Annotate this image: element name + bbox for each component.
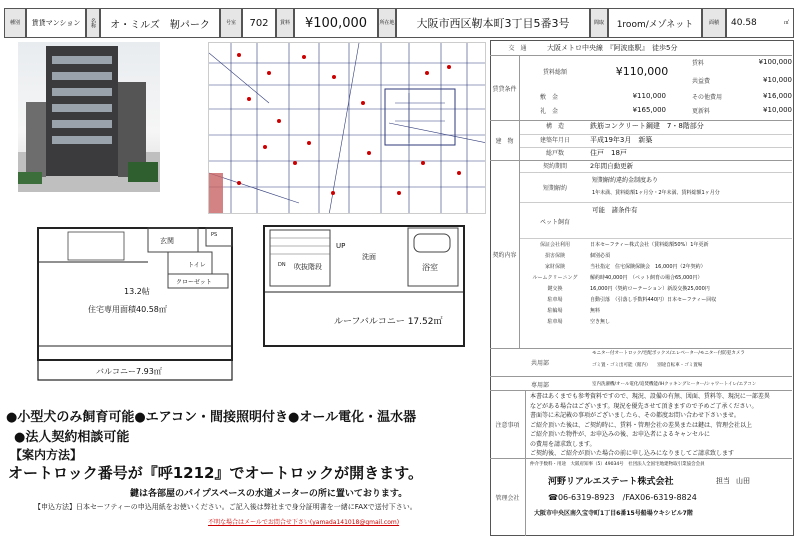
floor-plan-upper (258, 222, 472, 352)
shared-row: 共用部 モニター付オートロック/宅配ボックス/エレベーター/モニター付防犯カメラ ゴミ置・ゴミ出可能（館内） 別途自転車・ゴミ置場 (530, 351, 745, 368)
other-row: その他費用 ¥16,000 (692, 92, 792, 101)
features-line-2: ●法人契約相談可能 (14, 430, 130, 445)
area-value: 40.58 ㎡ (726, 8, 794, 38)
company-name: 河野リアルエステート株式会社 (548, 477, 674, 487)
row-transport: 交 通 大阪メトロ中央線 『阿波座駅』 徒歩5分 (490, 40, 792, 56)
living-area-label: 住宅専用面積40.58㎡ (88, 305, 167, 314)
category-value: 賃貸マンション (26, 8, 86, 38)
contract-detail-list: 保証会社利用 日本セーフティー株式会社（賃料総額50%）1年更新 損害保険 個別必須 家財保険 当社指定 住宅保険保険会 16,000円（2年契約） ルームクリーニング 解約時40,000円 （ペット飼育の場合65,000円） 鍵交換 16,000円（契約ローテーション）新設交換25,000円 駐車場 自動引落 （引落し手数料440円）日本セーフティー回収 駐輪場 無料 駐車場 空き無し (520, 238, 792, 348)
private-row: 専用部 室内洗濯機/オール電化/追焚機能/IHクッキングヒーター/シャワートイレ/エアコン (490, 376, 792, 390)
up-label: UP (336, 242, 346, 250)
balcony-label: バルコニー7.93㎡ (96, 367, 162, 376)
total-label: 賃料総額 (542, 68, 567, 76)
property-name: オ・ミルズ 靭パーク (100, 8, 220, 38)
notes-label: 注意事項 (490, 390, 526, 458)
layout-value: 1room/メゾネット (608, 8, 702, 38)
contact-person: 担当 山田 (716, 477, 750, 485)
washroom-label: 洗面 (362, 253, 376, 261)
terms-label: 賃貸条件 (490, 56, 520, 120)
tel-fax: ☎06-6319-8923 /FAX06-6319-8824 (548, 493, 697, 502)
stair-label: 吹抜階段 (294, 263, 322, 271)
category-label: 種別 (4, 8, 26, 38)
rent-label: 賃料 (276, 8, 294, 38)
rent-value: ¥100,000 (294, 8, 378, 38)
built-row: 建築年月日 平成19年3月 新築 (520, 134, 792, 146)
entrance-label: 玄関 (160, 237, 174, 245)
license-line: 仲介手数料・用途 大阪府知事（5）49034号 社団法人全国宅地建物取引業協会会員 (530, 462, 705, 467)
cancel-row: 短期解約 短期解約違約金制度あり 1年未満、賃料総額1ヶ月分・2年未満、賃料総額1ヶ月分 (520, 172, 792, 202)
company-address: 大阪市中央区南久宝寺町1丁目6番15号船場ウキシビル7階 (534, 510, 693, 517)
main-area-label: 13.2帖 (124, 287, 150, 296)
common-row: 共益費 ¥10,000 (692, 76, 792, 85)
floor-plan-lower (28, 222, 240, 382)
closet-label: クローゼット (176, 279, 212, 286)
building-photo (18, 42, 160, 192)
key-note: 鍵は各部屋のパイプスペースの水道メーターの所に置いております。 (130, 489, 408, 499)
notes-list: 本書はあくまでも参考資料ですので、現況、設備の有無、図面、賃料等、現況に一部差異 などがある場合はございます。現況を優先させて頂きますので予めご了承ください。 書面等に未記載の事項がございましたら、その都度お問い合わせ下さいませ。 ご紹介頂いた後は、ご契約時に、賃料・管理会社の差異または鍵は、管理会社以上 ご紹介頂いた物件が、お申込みの後、お申込者によるキャンセルに の費用を請求致します。 ご契約後、ご紹介が頂いた場合の前に申し込みになりましてご請求致します (530, 393, 770, 457)
features-line-3: 【案内方法】 (10, 448, 83, 462)
autolock-note: オートロック番号が『呼1212』でオートロックが開きます。 (8, 464, 423, 482)
room-number: 702 (242, 8, 276, 38)
total-value: ¥110,000 (615, 64, 669, 78)
bath-label: 浴室 (422, 263, 438, 272)
renew-row: 更新料 ¥10,000 (692, 106, 792, 115)
units-row: 総戸数 住戸 18戸 (520, 147, 792, 159)
name-label: 名称 (86, 8, 100, 38)
mgmt-label: 管理会社 (490, 458, 526, 536)
apply-note: 【申込方法】日本セーフティーの申込用紙をお使いください。ご記入後は弊社まで身分証明書を一緒にFAXで送付下さい。 (34, 503, 417, 511)
address-label: 所在地 (378, 8, 396, 38)
features-line-1: ●小型犬のみ飼育可能●エアコン・間接照明付き●オール電化・温水器 (6, 410, 417, 425)
roof-balcony-label: ルーフバルコニー 17.52㎡ (334, 317, 443, 327)
key-money-row: 礼 金 ¥165,000 (540, 106, 666, 115)
layout-label: 間取 (590, 8, 608, 38)
wc-label: トイレ (188, 262, 206, 269)
period-row: 契約期間 2年間自動更新 (542, 162, 634, 170)
ps-label: PS (211, 232, 218, 238)
mail-note[interactable]: 不明な場合はメールでお問合せ下さい(yamada141018@gmail.com) (208, 519, 400, 526)
address-value: 大阪市西区靭本町3丁目5番3号 (396, 8, 590, 38)
rent-row: 賃料 ¥100,000 (692, 58, 792, 67)
structure-row: 構 造 鉄筋コンクリート鋼建 7・8階部分 (545, 122, 704, 130)
room-label: 号室 (220, 8, 242, 38)
area-label: 面積 (702, 8, 726, 38)
area-map (208, 42, 486, 214)
deposit-row: 敷 金 ¥110,000 (540, 92, 666, 101)
contract-label: 契約内容 (490, 160, 520, 348)
dn-label: DN (278, 262, 286, 268)
pet-row: ペット飼育 可能 諸条件有 (520, 202, 792, 238)
building-label: 建 物 (490, 120, 520, 160)
